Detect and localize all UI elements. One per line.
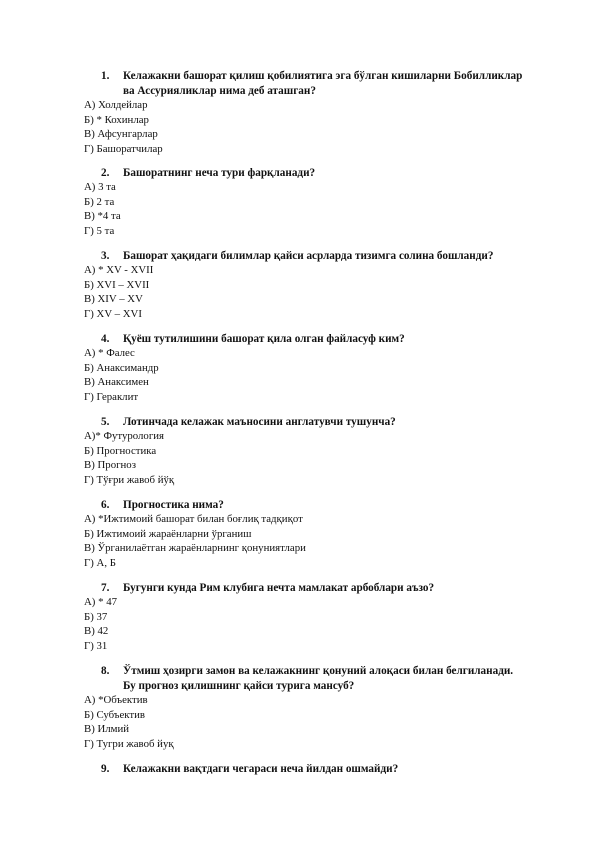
answer-option-a: А) * 47 — [84, 596, 117, 608]
question-number: 4. — [101, 333, 110, 345]
answer-option-v: В) Ўрганилаётган жараёнларнинг қонуниятлари — [84, 542, 306, 555]
question-heading — [84, 415, 554, 430]
answer-options-6 — [84, 512, 554, 570]
question-6 — [84, 498, 554, 513]
question-heading — [84, 332, 554, 347]
question-heading — [84, 581, 554, 596]
answer-option-b: Б) 2 та — [84, 195, 115, 208]
question-number: 1. — [101, 70, 110, 82]
answer-options-2 — [84, 180, 554, 238]
question-number: 3. — [101, 250, 110, 262]
answer-options-1 — [84, 98, 554, 156]
question-text: Башоратнинг неча тури фарқланади? — [123, 167, 316, 179]
answer-option-g: Г) Тўғри жавоб йўқ — [84, 473, 175, 486]
question-5 — [84, 415, 554, 430]
answer-option-a: А) * Фалес — [84, 347, 135, 359]
answer-options-8 — [84, 693, 554, 751]
question-heading — [84, 166, 554, 181]
question-3 — [84, 249, 554, 264]
answer-option-g: Г) Башоратчилар — [84, 142, 163, 155]
answer-option-b: Б) 37 — [84, 610, 108, 623]
answer-option-g: Г) А, Б — [84, 556, 116, 569]
question-heading — [84, 664, 554, 693]
question-number: 2. — [101, 167, 110, 179]
question-number: 6. — [101, 499, 110, 511]
question-text: Келажакни вақтдаги чегараси неча йилдан ошмайди? — [123, 763, 399, 775]
answer-option-g: Г) Гераклит — [84, 390, 139, 403]
answer-option-b: Б) Субъектив — [84, 708, 145, 721]
question-text — [123, 69, 554, 98]
question-text: Бугунги кунда Рим клубига нечта мамлакат арбоблари аъзо? — [123, 582, 435, 594]
question-text: Башорат ҳақидаги билимлар қайси асрларда тизимга солина бошланди? — [123, 250, 494, 262]
answer-option-b: Б) Анаксимандр — [84, 361, 159, 374]
answer-options-5 — [84, 429, 554, 487]
answer-option-a: А) 3 та — [84, 181, 116, 193]
answer-option-g: Г) 31 — [84, 639, 108, 652]
answer-option-g: Г) 5 та — [84, 224, 115, 237]
question-number: 8. — [101, 665, 110, 677]
answer-option-b: Б) Прогностика — [84, 444, 157, 457]
question-text-line: Ўтмиш ҳозирги замон ва келажакнинг қонуний алоқаси билан белгиланади. — [123, 665, 514, 677]
question-text-line: Бу прогноз қилишнинг қайси турига мансуб? — [123, 679, 355, 692]
answer-options-7 — [84, 595, 554, 653]
answer-options-4 — [84, 346, 554, 404]
question-number: 7. — [101, 582, 110, 594]
answer-option-v: В) Прогноз — [84, 459, 136, 472]
question-text: Прогностика нима? — [123, 499, 224, 511]
answer-option-v: В) *4 та — [84, 210, 121, 223]
answer-option-g: Г) Тугри жавоб йуқ — [84, 737, 174, 750]
question-heading — [84, 762, 554, 777]
question-text — [123, 664, 554, 693]
answer-option-v: В) 42 — [84, 625, 109, 638]
question-heading — [84, 69, 554, 98]
answer-options-3 — [84, 263, 554, 321]
question-7 — [84, 581, 554, 596]
answer-option-g: Г) XV – XVI — [84, 307, 142, 320]
answer-option-b: Б) Ижтимоий жараёнларни ўрганиш — [84, 527, 252, 540]
question-4 — [84, 332, 554, 347]
answer-option-a: А)* Футурология — [84, 430, 165, 442]
answer-option-a: А) Холдейлар — [84, 99, 148, 111]
question-number: 9. — [101, 763, 110, 775]
question-2 — [84, 166, 554, 181]
answer-option-v: В) Илмий — [84, 723, 130, 736]
answer-option-v: В) Афсунгарлар — [84, 128, 158, 141]
question-heading — [84, 498, 554, 513]
question-heading — [84, 249, 554, 264]
answer-option-b: Б) XVI – XVII — [84, 278, 150, 291]
answer-option-a: А) *Объектив — [84, 694, 148, 706]
answer-option-a: А) *Ижтимоий башорат билан боғлиқ тадқиқот — [84, 513, 303, 525]
question-9 — [84, 762, 554, 777]
answer-option-v: В) XIV – XV — [84, 293, 143, 306]
question-text-line: Келажакни башорат қилиш қобилиятига эга бўлган кишиларни Бобилликлар — [123, 70, 523, 82]
question-number: 5. — [101, 416, 110, 428]
answer-option-a: А) * XV - XVII — [84, 264, 154, 276]
answer-option-v: В) Анаксимен — [84, 376, 149, 389]
question-1 — [84, 69, 554, 98]
question-text: Қуёш тутилишини башорат қила олган файласуф ким? — [123, 333, 405, 345]
question-text: Лотинчада келажак маъносини англатувчи тушунча? — [123, 416, 396, 428]
question-text-line: ва Ассурияликлар нима деб аташган? — [123, 84, 316, 97]
question-8 — [84, 664, 554, 693]
answer-option-b: Б) * Кохинлар — [84, 113, 149, 126]
